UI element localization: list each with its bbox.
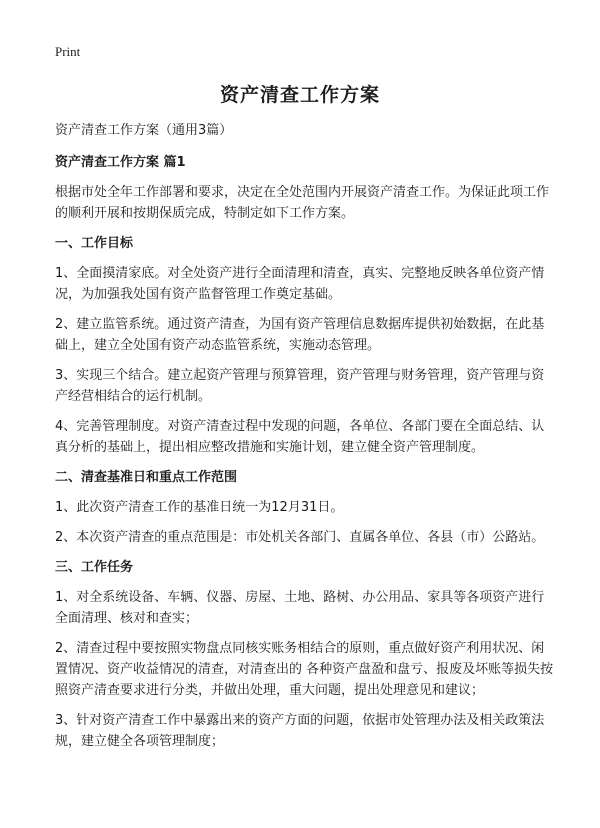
list-item: 4、完善管理制度。对资产清查过程中发现的问题，各单位、各部门要在全面总结、认真分析的基础上，提出相应整改措施和实施计划，建立健全资产管理制度。 bbox=[55, 419, 545, 455]
list-item: 2、本次资产清查的重点范围是：市处机关各部门、直属各单位、各县（市）公路站。 bbox=[55, 530, 545, 545]
list-item: 3、实现三个结合。建立起资产管理与预算管理，资产管理与财务管理，资产管理与资产经营相结合的运行机制。 bbox=[55, 368, 545, 404]
section-heading: 二、清查基准日和重点工作范围 bbox=[55, 470, 238, 485]
list-item: 1、对全系统设备、车辆、仪器、房屋、土地、路树、办公用品、家具等各项资产进行全面清理、核对和查实； bbox=[55, 590, 545, 626]
section-heading: 三、工作任务 bbox=[55, 560, 134, 575]
list-item: 2、清查过程中要按照实物盘点同核实账务相结合的原则，重点做好资产利用状况、闲置情况、资产收益情况的清查，对清查出的 各种资产盘盈和盘亏、报废及坏账等损失按照资产清查要求进行分类，并做出处理，重大问题，提出处理意见和建议； bbox=[55, 641, 554, 698]
article-heading: 资产清查工作方案 篇1 bbox=[55, 155, 186, 170]
document-title: 资产清查工作方案 bbox=[219, 84, 380, 106]
list-item: 1、此次资产清查工作的基准日统一为12月31日。 bbox=[55, 500, 344, 515]
list-item: 1、全面摸清家底。对全处资产进行全面清理和清查，真实、完整地反映各单位资产情况，为加强我处国有资产监督管理工作奠定基础。 bbox=[55, 266, 545, 302]
document-subtitle: 资产清查工作方案（通用3篇） bbox=[55, 123, 233, 138]
list-item: 2、建立监管系统。通过资产清查，为国有资产管理信息数据库提供初始数据，在此基础上，建立全处国有资产动态监管系统，实施动态管理。 bbox=[55, 317, 545, 353]
document-body bbox=[55, 120, 555, 761]
section-heading: 一、工作目标 bbox=[55, 236, 134, 251]
intro-paragraph: 根据市处全年工作部署和要求，决定在全处范围内开展资产清查工作。为保证此项工作的顺利开展和按期保质完成，特制定如下工作方案。 bbox=[55, 185, 550, 221]
list-item: 3、针对资产清查工作中暴露出来的资产方面的问题，依据市处管理办法及相关政策法规，建立健全各项管理制度； bbox=[55, 713, 545, 749]
print-label[interactable]: Print bbox=[55, 44, 81, 59]
